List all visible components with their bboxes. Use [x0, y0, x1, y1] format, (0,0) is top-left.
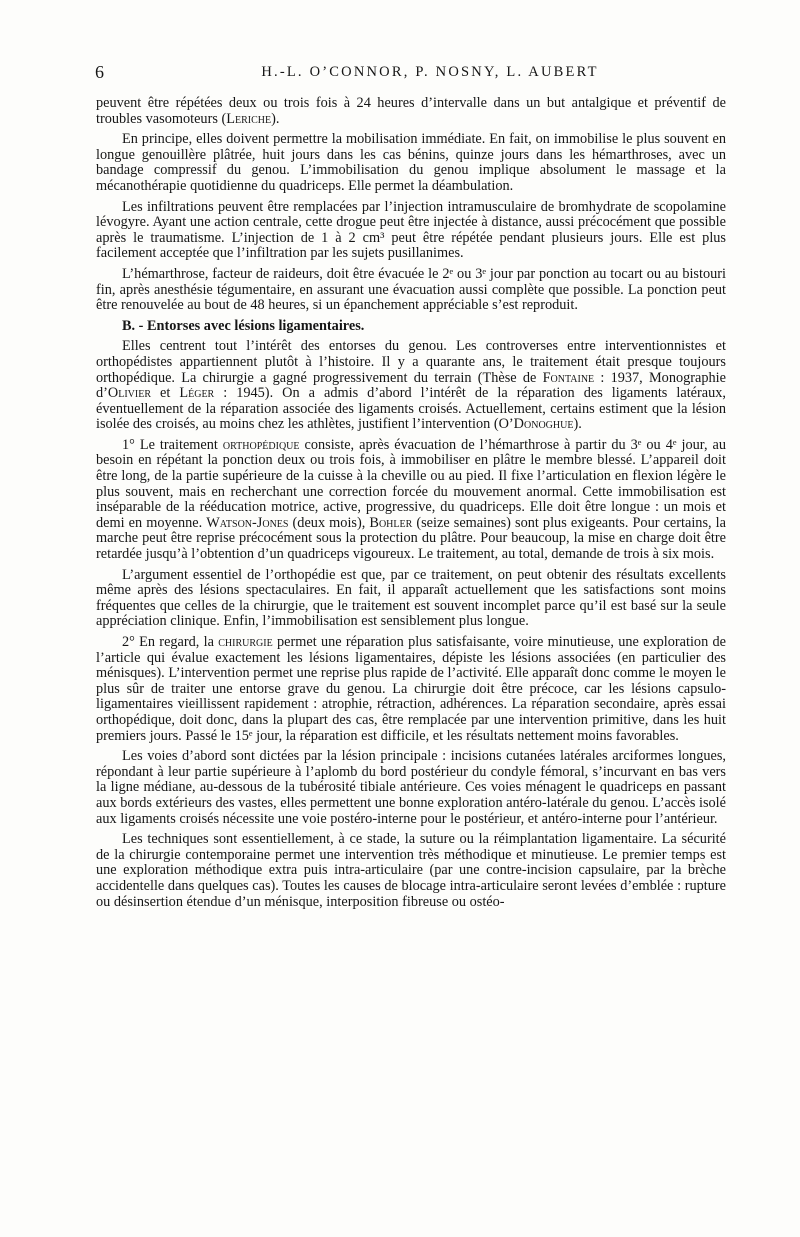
paragraph-8: 2° En regard, la chirurgie permet une réparation plus satisfaisante, voire minutieuse, une exploration de l’article qui évalue exactement les lésions ligamentaires, dépiste les lésions associées (en particulier des ménisques). L’intervention permet une reprise plus rapide de l’activité. Elle apparaît donc comme le moyen le plus sûr de traiter une entorse grave du genou. La chirurgie doit être précoce, car les lésions capsulo-ligamentaires vieillissent rapidement : atrophie, rétraction, adhérences. La réparation secondaire, après essai orthopédique, doit donc, dans la plupart des cas, être remplacée par une intervention primitive, dans les huit premiers jours. Passé le 15ᵉ jour, la réparation est difficile, et les résultats nettement moins favorables.: [96, 634, 726, 744]
page-number: 6: [95, 62, 104, 82]
article-body: [96, 96, 726, 915]
paragraph-4: L’hémarthrose, facteur de raideurs, doit être évacuée le 2ᵉ ou 3ᵉ jour par ponction au tocart ou au bistouri fin, après anesthésie tégumentaire, en assurant une évacuation aussi complète que possible. La ponction peut être renouvelée au bout de 48 heures, si un épanchement appréciable s’est reproduit.: [96, 265, 726, 314]
paragraph-5: Elles centrent tout l’intérêt des entorses du genou. Les controverses entre interventionnistes et orthopédistes appartiennent plutôt à l’histoire. Il y a quarante ans, le traitement était presque toujours orthopédique. La chirurgie a gagné progressivement du terrain (Thèse de Fontaine : 1937, Monographie d’Olivier et Léger : 1945). On a admis d’abord l’intérêt de la réparation des ligaments latéraux, éventuellement de la réparation associée des ligaments croisés. Actuellement, certains estiment que la lésion isolée des croisés, au moins chez les athlètes, justifient l’intervention (O’Donoghue).: [96, 338, 727, 433]
author-name: Bohler: [369, 514, 413, 531]
emphasis-term: chirurgie: [218, 634, 273, 650]
emphasis-term: orthopédique: [222, 436, 300, 453]
paragraph-10: Les techniques sont essentiellement, à ce stade, la suture ou la réimplantation ligamentaire. La sécurité de la chirurgie contemporaine permet une intervention très méthodique et minutieuse. Le premier temps est une exploration méthodique extra puis intra-articulaire (par une contre-incision capsulaire, par la brèche accidentelle dans quelques cas). Toutes les causes de blocage intra-articulaire seront levées d’emblée : rupture ou désinsertion étendue d’un ménisque, interposition fibreuse ou ostéo-: [96, 831, 726, 910]
author-name: O’Donoghue: [498, 416, 574, 433]
author-name: Olivier: [107, 385, 152, 402]
running-title: H.-L. O’CONNOR, P. NOSNY, L. AUBERT: [261, 64, 599, 80]
paragraph-9: Les voies d’abord sont dictées par la lésion principale : incisions cutanées latérales arciformes longues, répondant à leur partie supérieure à l’aplomb du bord postérieur du condyle fémoral, s’incurvant en bas vers la ligne médiane, au-dessous de la tubérosité tibiale antérieure. Ces voies ménagent le quadriceps en passant aux bords extérieurs des vastes, elles permettent une bonne exploration antéro-latérale du genou. L’accès isolé aux ligaments croisés nécessite une voie postéro-interne pour le postérieur, et antéro-interne pour l’antérieur.: [96, 748, 726, 827]
author-name: Léger: [179, 385, 215, 402]
paragraph-3: Les infiltrations peuvent être remplacées par l’injection intramusculaire de bromhydrate de scopolamine lévogyre. Ayant une action centrale, cette drogue peut être injectée à distance, aussi précocément que possible après le traumatisme. L’injection de 1 à 2 cm³ peut être répétée pendant plusieurs jours. Elle est plus facilement acceptée que l’infiltration par les sujets pusillanimes.: [96, 198, 726, 262]
paragraph-7: L’argument essentiel de l’orthopédie est que, par ce traitement, on peut obtenir des résultats excellents même après des lésions spectaculaires. En fait, il apparaît actuellement que les satisfactions sont moins fréquentes que celles de la chirurgie, que le traitement est souvent incomplet parce qu’il est basé sur la seule appréciation clinique. Enfin, l’immobilisation est sensiblement plus longue.: [96, 566, 726, 630]
author-name: Watson-Jones: [206, 514, 289, 531]
page-header: [95, 62, 725, 86]
author-name: Leriche: [226, 110, 272, 127]
paragraph-2: En principe, elles doivent permettre la mobilisation immédiate. En fait, on immobilise le plus souvent en longue genouillère plâtrée, huit jours dans les cas bénins, quinze jours dans les hémarthroses, avec un bandage compressif du genou. L’immobilisation du genou implique absolument le massage et la mécanothérapie quotidienne du quadriceps. Elle permet la déambulation.: [96, 131, 726, 194]
author-name: Fontaine: [542, 369, 595, 386]
paragraph-1: peuvent être répétées deux ou trois fois à 24 heures d’intervalle dans un but antalgique et préventif de troubles vasomoteurs (Leriche).: [96, 95, 726, 127]
section-heading: B. - Entorses avec lésions ligamentaires.: [122, 317, 365, 334]
paragraph-6: 1° Le traitement orthopédique consiste, après évacuation de l’hémarthrose à partir du 3ᵉ ou 4ᵉ jour, au besoin en répétant la ponction deux ou trois fois, à immobiliser en plâtre le membre blessé. L’appareil doit être long, de la partie supérieure de la cuisse à la cheville ou au pied. Il fixe l’articulation en flexion légère le plus souvent, mais en recherchant une correction forcée du mouvement anormal. Cette immobilisation est inséparable de la rééducation motrice, active, progressive, du quadriceps. Elle doit être longue : un mois et demi en moyenne. Watson-Jones (deux mois), Bohler (seize semaines) sont plus exigeants. Pour certains, la marche peut être reprise précocément sous la protection du plâtre. Pour beaucoup, la mise en charge doit être retardée jusqu’à l’obtention d’un quadriceps vigoureux. Le traitement, au total, demande de trois à six mois.: [96, 436, 727, 563]
